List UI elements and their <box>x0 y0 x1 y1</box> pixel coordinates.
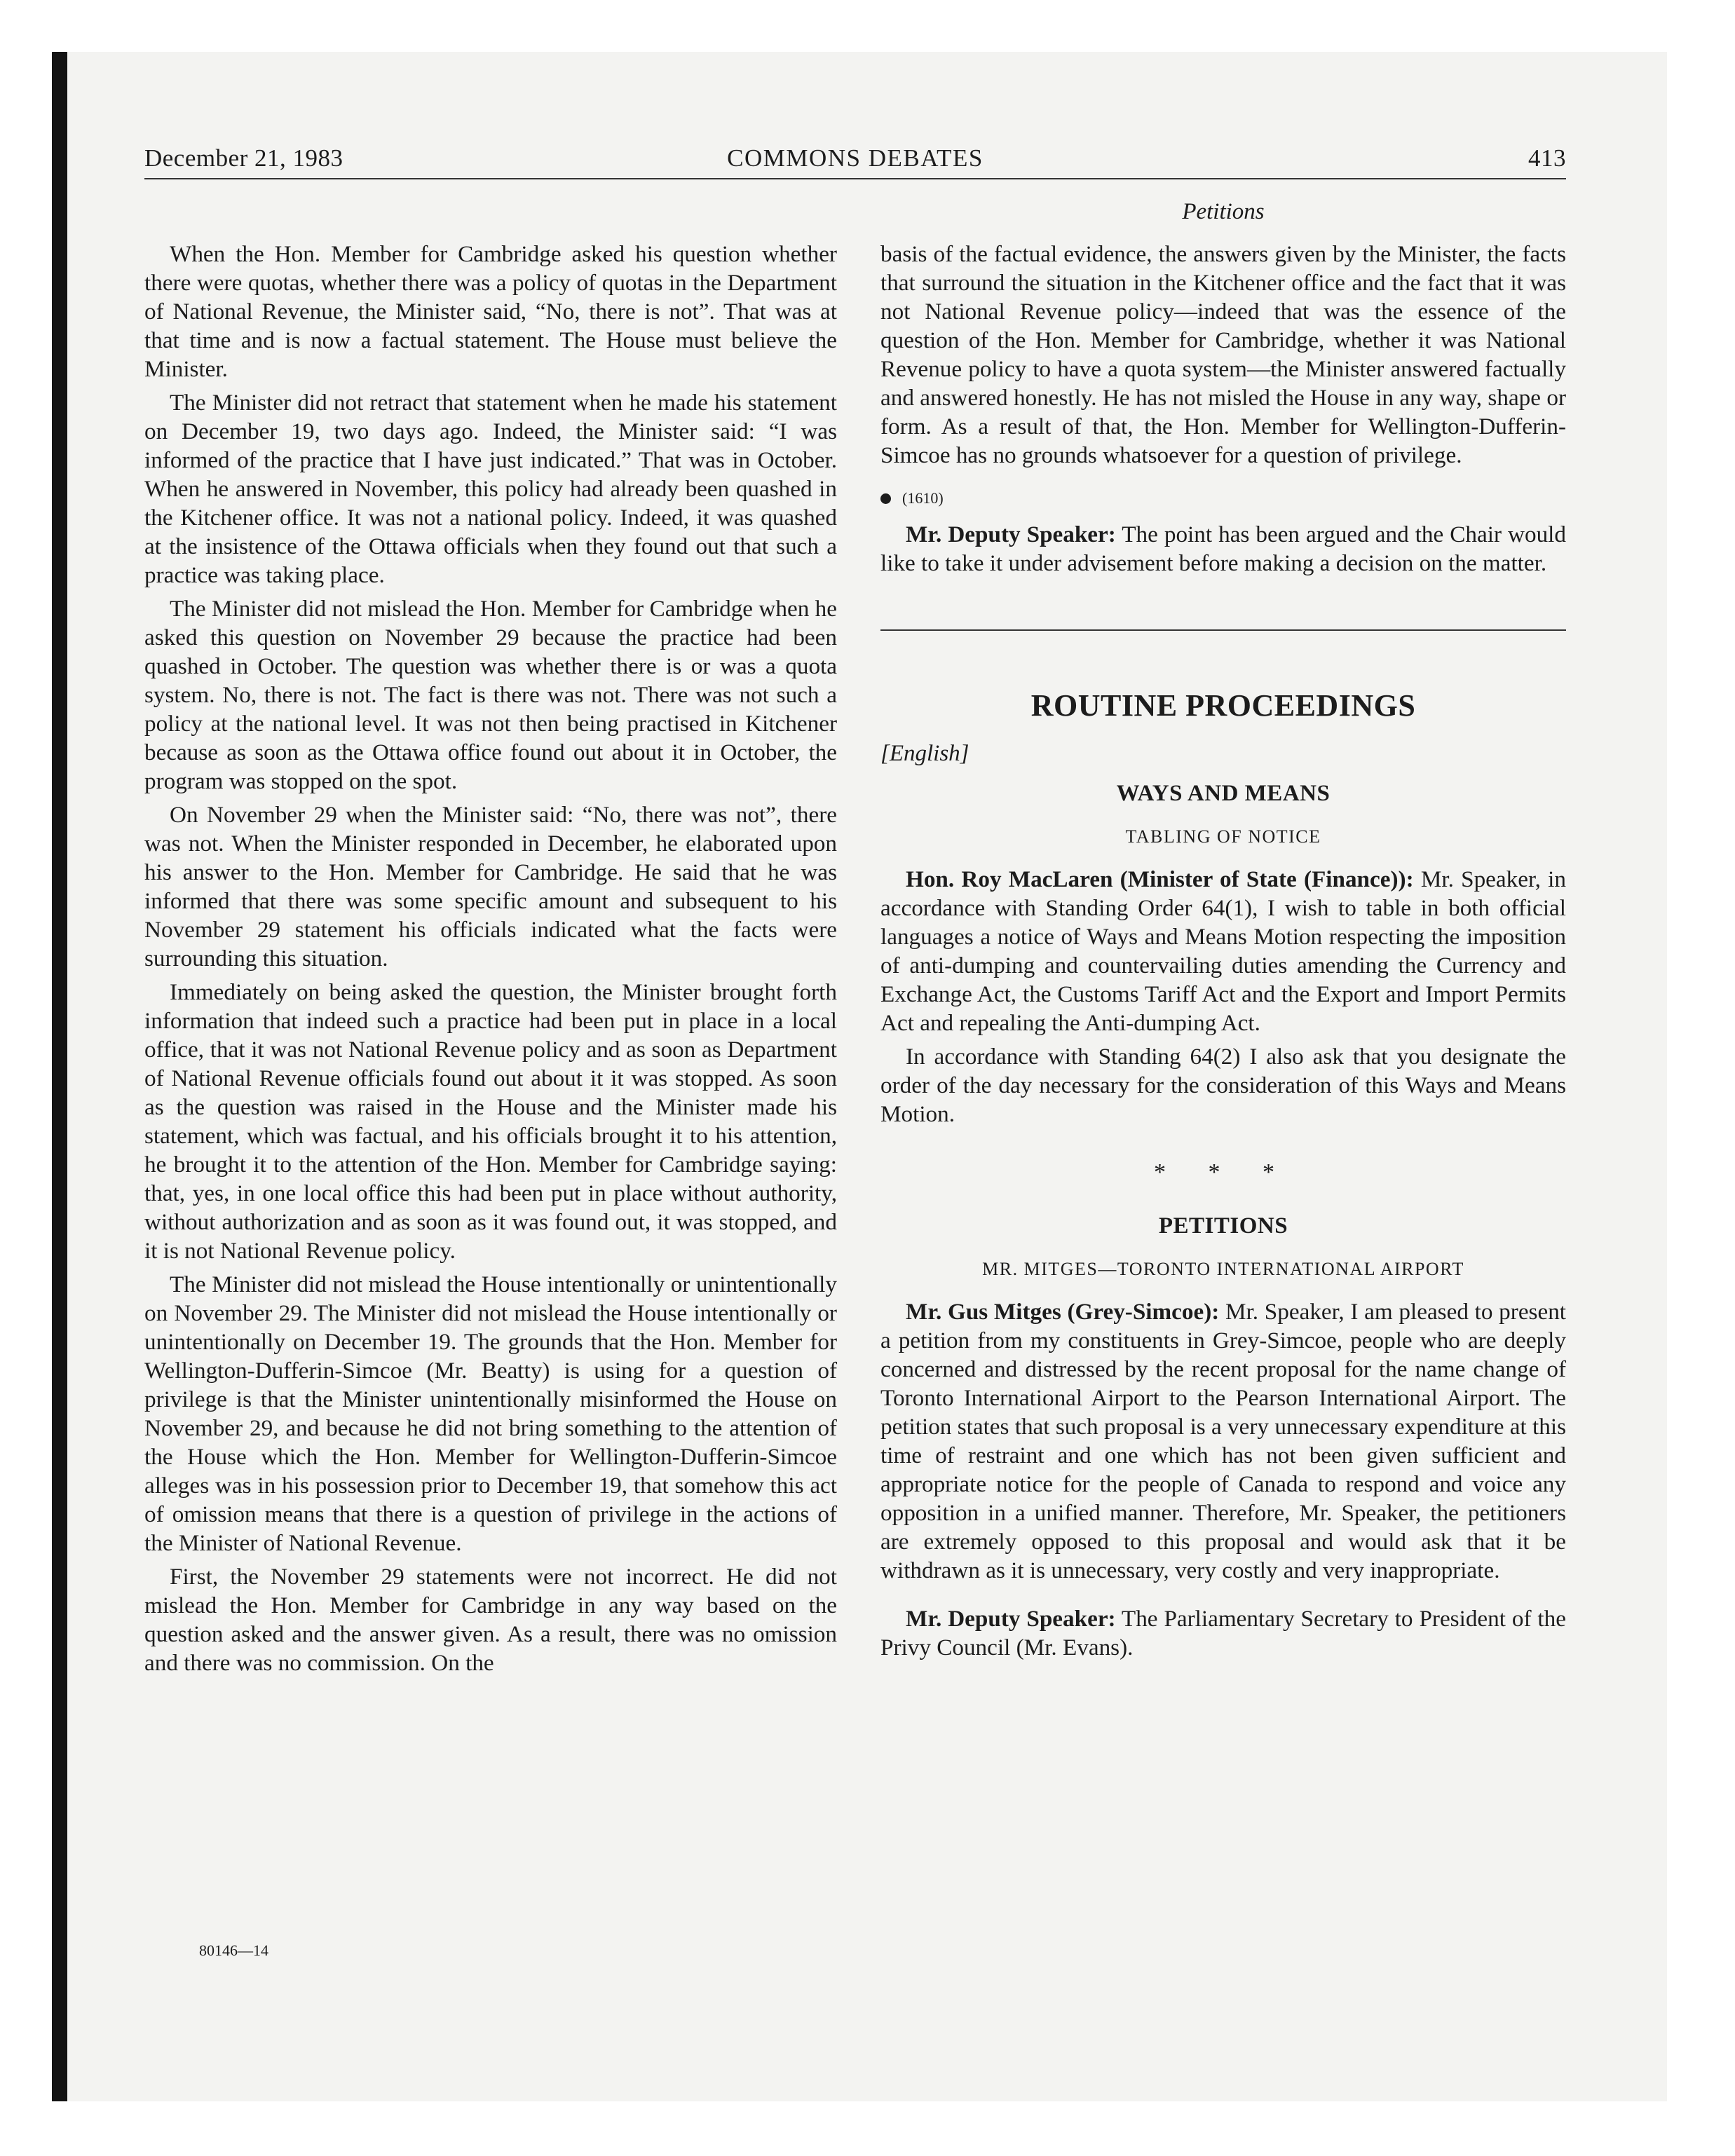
paragraph: The Minister did not mislead the House intentionally or unintentionally on November 29. The Minister did not mislead the House intentionally or unintentionally on December 19. The grounds that the Hon. Member for Wellington-Dufferin-Simcoe (Mr. Beatty) is using for a question of privilege is that the Minister unintentionally misinformed the House on November 29, and because he did not bring something to the attention of the House which the Hon. Member for Wellington-Dufferin-Simcoe alleges was in his possession prior to December 19, that somehow this act of omission means that there is a question of privilege in the actions of the Minister of National Revenue. <box>144 1271 837 1556</box>
page-number: 413 <box>1528 144 1566 172</box>
paragraph: On November 29 when the Minister said: “No, there was not”, there was not. When the Minister responded in December, he elaborated upon his answer to the Hon. Member for Cambridge. He said that he was informed that there was some specific amount and subsequent to his November 29 statement his officials indicated what the facts were surrounding this situation. <box>144 802 837 971</box>
right-column <box>880 240 1566 1662</box>
scan-border <box>52 52 67 2101</box>
paragraph: Immediately on being asked the question, the Minister brought forth information that indeed such a practice had been put in place in a local office, that it was not National Revenue policy and as soon as Department of National Revenue officials found out about it it was stopped. As soon as the question was raised in the House and the Minister made his statement, which was factual, and his officials brought it to his attention, he brought it to the attention of the Hon. Member for Cambridge saying: that, yes, in one local office this had been put in place without authority, without authorization and as soon as it was found out, it was stopped, and it is not National Revenue policy. <box>144 979 837 1264</box>
time-stamp <box>880 488 1566 509</box>
header-date: December 21, 1983 <box>144 144 343 172</box>
header-rule <box>144 178 1566 179</box>
footer-code: 80146—14 <box>199 1942 268 1959</box>
paragraph: When the Hon. Member for Cambridge asked his question whether there were quotas, whether there was a policy of quotas in the Department of National Revenue, the Minister said, “No, there is not”. That was at that time and is now a factual statement. The House must believe the Minister. <box>144 241 837 382</box>
speaker-name: Mr. Deputy Speaker: <box>906 521 1116 547</box>
running-head: Petitions <box>1182 199 1265 224</box>
paragraph: First, the November 29 statements were not incorrect. He did not mislead the Hon. Member for Cambridge in any way based on the question asked and the answer given. As a result, there was no omission and there was no commission. On the <box>144 1564 837 1676</box>
subsection-subtitle: MR. MITGES—TORONTO INTERNATIONAL AIRPORT <box>982 1259 1464 1279</box>
deputy-speaker-statement <box>880 1604 1566 1662</box>
paragraph: The Minister did not mislead the Hon. Member for Cambridge when he asked this question on November 29 because the practice had been quashed in October. The question was whether there is or was a quota system. No, there is not. The fact is there was not. There was not such a policy at the national level. It was not then being practised in Kitchener because as soon as the Ottawa office found out about it in October, the program was stopped on the spot. <box>144 596 837 794</box>
maclaren-statement <box>880 865 1566 1037</box>
language-note: [English] <box>880 741 969 766</box>
statement-text: Mr. Speaker, in accordance with Standing Order 64(1), I wish to table in both official languages a notice of Ways and Means Motion respecting the imposition of anti-dumping and countervailing duties amending the Currency and Exchange Act, the Customs Tariff Act and the Export and Import Permits Act and repealing the Anti-dumping Act. <box>880 866 1566 1036</box>
mitges-statement <box>880 1297 1566 1585</box>
header-title: COMMONS DEBATES <box>727 144 984 172</box>
speaker-name: Mr. Gus Mitges (Grey-Simcoe): <box>906 1299 1220 1325</box>
speaker-name: Hon. Roy MacLaren (Minister of State (Finance)): <box>906 866 1414 892</box>
statement-text: The Parliamentary Secretary to President of the Privy Council (Mr. Evans). <box>880 1606 1566 1660</box>
subsection-subtitle: TABLING OF NOTICE <box>1125 826 1321 847</box>
page-header <box>144 144 1566 178</box>
subsection-title: WAYS AND MEANS <box>1116 781 1331 806</box>
section-separator-stars: * * * <box>1154 1159 1293 1185</box>
paragraph: In accordance with Standing 64(2) I also ask that you designate the order of the day necessary for the consideration of this Ways and Means Motion. <box>880 1044 1566 1127</box>
bullet-icon <box>880 493 891 504</box>
time-stamp-text: (1610) <box>902 489 944 507</box>
left-column <box>144 240 837 1677</box>
paragraph-continuation: basis of the factual evidence, the answers given by the Minister, the facts that surround the situation in the Kitchener office and the fact that it was not National Revenue policy—indeed that was the essence of the question of the Hon. Member for Cambridge, whether it was National Revenue policy to have a quota system—the Minister answered factually and answered honestly. He has not misled the House in any way, shape or form. As a result of that, the Hon. Member for Wellington-Dufferin-Simcoe has no grounds whatsoever for a question of privilege. <box>880 241 1566 468</box>
paragraph: The Minister did not retract that statement when he made his statement on December 19, two days ago. Indeed, the Minister said: “I was informed of the practice that I have just indicated.” That was in October. When he answered in November, this policy had already been quashed in the Kitchener office. It was not a national policy. Indeed, it was quashed at the insistence of the Ottawa officials when they found out that such a practice was taking place. <box>144 390 837 588</box>
statement-text: The point has been argued and the Chair would like to take it under advisement before making a decision on the matter. <box>880 521 1566 576</box>
statement-text: Mr. Speaker, I am pleased to present a petition from my constituents in Grey-Simcoe, people who are deeply concerned and distressed by the recent proposal for the name change of Toronto International Airport to the Pearson International Airport. The petition states that such proposal is a very unnecessary expenditure at this time of restraint and one which has not been given sufficient and appropriate notice for the people of Canada to respond and voice any opposition in a unified manner. Therefore, Mr. Speaker, the petitioners are extremely opposed to this proposal and would ask that it be withdrawn as it is unnecessary, very costly and very inappropriate. <box>880 1299 1567 1583</box>
speaker-name: Mr. Deputy Speaker: <box>906 1606 1116 1632</box>
deputy-speaker-statement <box>880 520 1566 578</box>
subsection-title: PETITIONS <box>1158 1213 1288 1239</box>
section-title: ROUTINE PROCEEDINGS <box>1030 688 1416 723</box>
section-divider <box>880 629 1566 631</box>
